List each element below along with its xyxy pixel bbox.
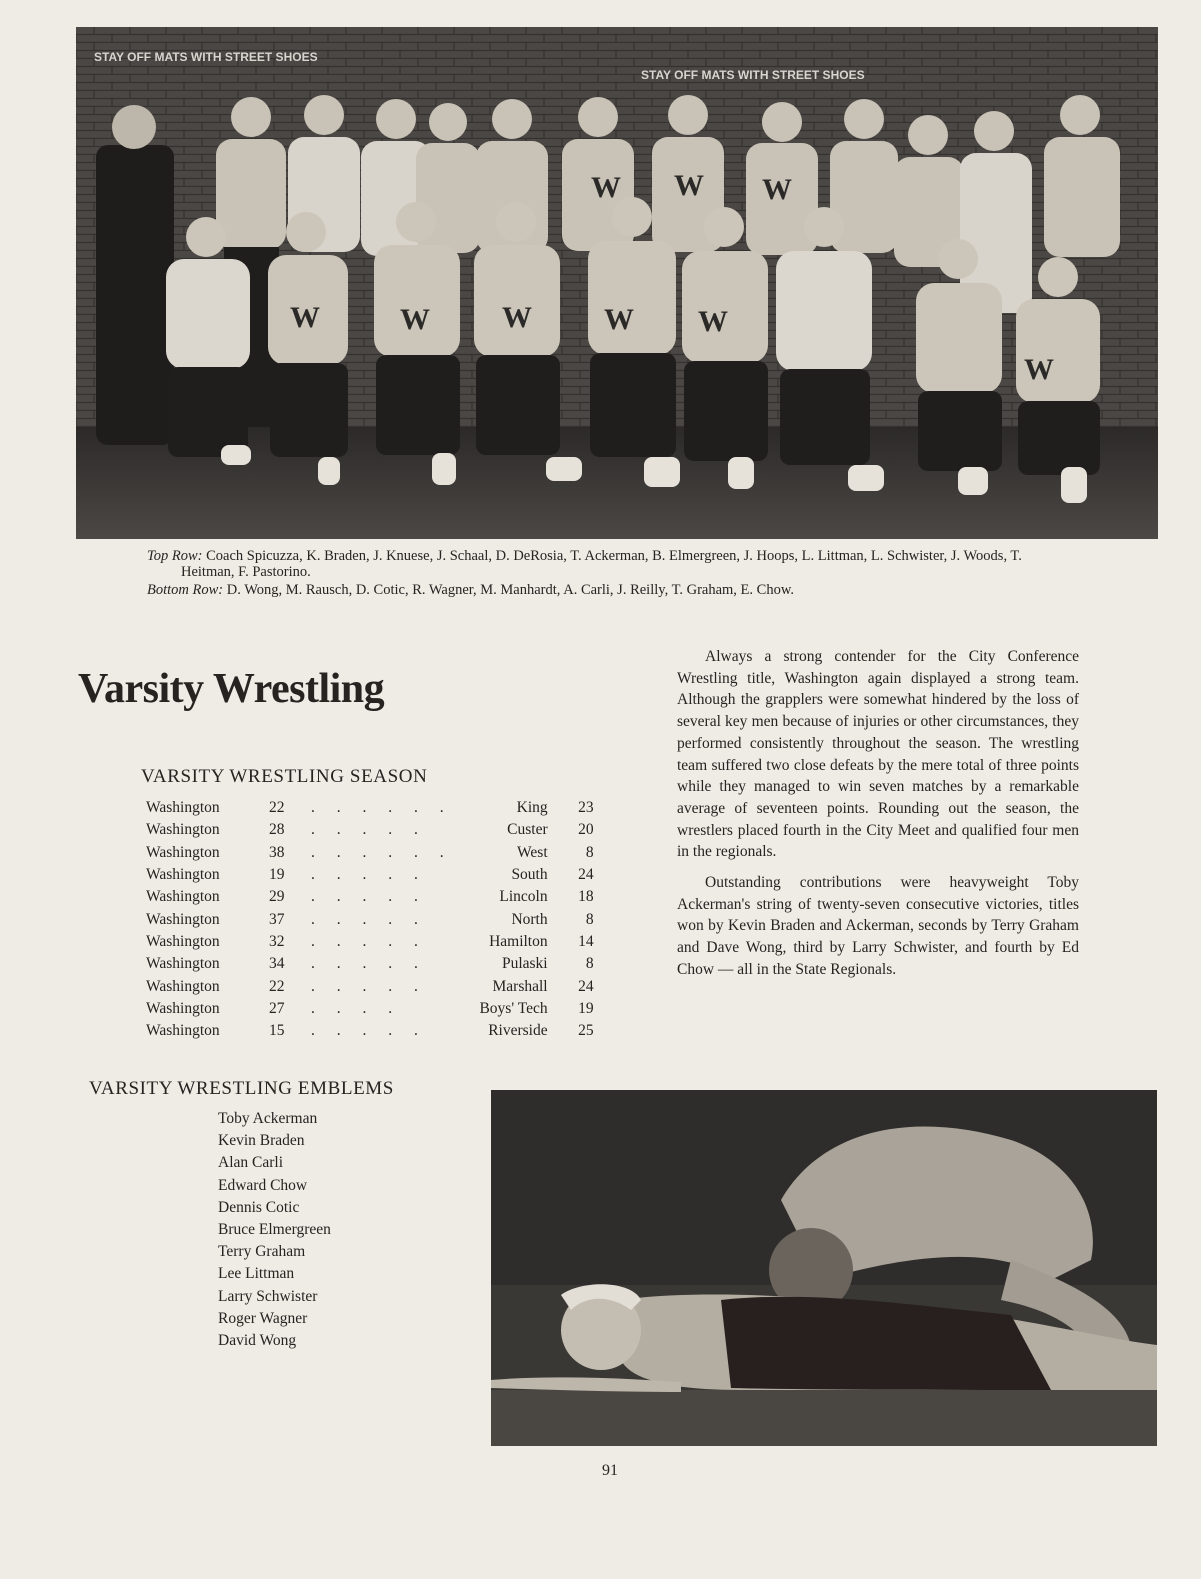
result-opponent-score: 19	[578, 999, 594, 1017]
result-opponent: Hamilton	[489, 932, 548, 950]
result-score: 34	[269, 955, 285, 973]
result-leader-dots: . . . . .	[311, 910, 427, 928]
emblem-recipient: Alan Carli	[218, 1154, 283, 1172]
result-leader-dots: . . . . .	[311, 932, 427, 950]
article-paragraph: Outstanding contributions were heavyweight Toby Ackerman's string of twenty-seven consecutive victories, titles won by Kevin Braden and Ackerman, seconds by Terry Graham and Dave Wong, third by Larry Schwister, and fourth by Ed Chow — all in the State Regionals.	[677, 874, 1079, 978]
result-opponent-score: 8	[585, 843, 594, 861]
emblem-recipient: Lee Littman	[218, 1265, 295, 1283]
result-opponent-score: 8	[585, 955, 594, 973]
season-heading: VARSITY WRESTLING SEASON	[141, 766, 428, 787]
result-opponent-score: 24	[578, 866, 594, 884]
result-opponent: West	[517, 843, 548, 861]
coach-figure	[96, 105, 174, 445]
result-score: 15	[269, 1022, 285, 1040]
result-opponent-score: 18	[578, 888, 594, 906]
result-leader-dots: . . . . . .	[311, 843, 453, 861]
result-score: 28	[269, 821, 285, 839]
result-opponent: Lincoln	[499, 888, 548, 906]
result-team: Washington	[146, 955, 220, 973]
result-team: Washington	[146, 999, 220, 1017]
season-result-row	[146, 998, 594, 1020]
result-opponent-score: 24	[578, 977, 594, 995]
result-leader-dots: . . . . . .	[311, 799, 453, 817]
result-leader-dots: . . . . .	[311, 1022, 427, 1040]
svg-text:W: W	[1024, 353, 1054, 386]
season-result-row	[146, 819, 594, 841]
result-score: 19	[269, 866, 285, 884]
result-opponent: Marshall	[492, 977, 548, 995]
result-opponent: Boys' Tech	[479, 999, 548, 1017]
result-team: Washington	[146, 821, 220, 839]
result-team: Washington	[146, 888, 220, 906]
team-photo	[76, 27, 1158, 539]
action-photo-image	[491, 1090, 1157, 1446]
result-score: 22	[269, 977, 285, 995]
result-score: 29	[269, 888, 285, 906]
result-score: 32	[269, 932, 285, 950]
svg-text:W: W	[290, 301, 320, 334]
result-opponent-score: 23	[578, 799, 594, 817]
season-result-row	[146, 842, 594, 864]
season-result-row	[146, 864, 594, 886]
season-result-row	[146, 886, 594, 908]
top-row-names: Coach Spicuzza, K. Braden, J. Knuese, J. Schaal, D. DeRosia, T. Ackerman, B. Elmergreen, J. Hoops, L. Littman, L. Schwister, J. Woods, T. Heitman, F. Pastorino.	[181, 548, 1022, 580]
result-opponent-score: 20	[578, 821, 594, 839]
page-title: Varsity Wrestling	[78, 666, 385, 712]
result-leader-dots: . . . .	[311, 999, 402, 1017]
svg-text:W: W	[502, 301, 532, 334]
team-photo-image	[76, 27, 1158, 539]
wall-sign-left: STAY OFF MATS WITH STREET SHOES	[94, 50, 318, 64]
season-results-table	[146, 797, 594, 1042]
emblem-recipient: Kevin Braden	[218, 1132, 305, 1150]
emblem-recipient: Dennis Cotic	[218, 1198, 300, 1216]
emblem-recipient: David Wong	[218, 1332, 297, 1350]
result-opponent: King	[516, 799, 548, 817]
result-opponent-score: 8	[585, 910, 594, 928]
result-opponent: Pulaski	[501, 955, 548, 973]
caption-bottom-row	[147, 582, 1067, 598]
bottom-row-label: Bottom Row:	[147, 582, 224, 598]
article-paragraph: Always a strong contender for the City Conference Wrestling title, Washington again displayed a strong team. Although the grapplers were somewhat hindered by the loss of several key men because of injuries or other circumstances, they performed consistently throughout the season. The wrestling team suffered two close defeats by the mere total of three points while they managed to win seven matches by a remarkable average of seventeen points. Rounding out the season, the wrestlers placed fourth in the City Meet and qualified four men in the regionals.	[677, 648, 1079, 861]
result-team: Washington	[146, 843, 220, 861]
result-score: 22	[269, 799, 285, 817]
result-opponent-score: 14	[578, 932, 594, 950]
svg-text:W: W	[604, 303, 634, 336]
svg-text:W: W	[400, 303, 430, 336]
page-number: 91	[602, 1462, 618, 1479]
result-score: 38	[269, 843, 285, 861]
team-photo-caption	[147, 548, 1067, 600]
result-leader-dots: . . . . .	[311, 888, 427, 906]
top-row-label: Top Row:	[147, 548, 203, 564]
action-photo	[491, 1090, 1157, 1446]
emblem-recipient: Edward Chow	[218, 1176, 308, 1194]
svg-text:W: W	[762, 173, 792, 206]
result-leader-dots: . . . . .	[311, 866, 427, 884]
emblems-heading: VARSITY WRESTLING EMBLEMS	[89, 1078, 394, 1099]
svg-text:W: W	[591, 171, 621, 204]
bottom-row-names: D. Wong, M. Rausch, D. Cotic, R. Wagner, M. Manhardt, A. Carli, J. Reilly, T. Graham, E. Chow.	[226, 582, 794, 598]
result-opponent: North	[511, 910, 548, 928]
result-opponent: Custer	[507, 821, 548, 839]
result-team: Washington	[146, 799, 220, 817]
result-score: 27	[269, 999, 285, 1017]
result-score: 37	[269, 910, 285, 928]
season-result-row	[146, 975, 594, 997]
result-team: Washington	[146, 866, 220, 884]
result-opponent: Riverside	[488, 1022, 548, 1040]
article-text	[677, 646, 1079, 990]
result-opponent-score: 25	[578, 1022, 594, 1040]
result-opponent: South	[511, 866, 548, 884]
wall-sign-right: STAY OFF MATS WITH STREET SHOES	[641, 68, 865, 82]
caption-top-row	[147, 548, 1067, 580]
result-team: Washington	[146, 932, 220, 950]
emblem-recipient: Roger Wagner	[218, 1309, 308, 1327]
emblem-recipient: Toby Ackerman	[218, 1110, 318, 1127]
season-result-row	[146, 797, 594, 819]
result-team: Washington	[146, 977, 220, 995]
svg-text:W: W	[698, 305, 728, 338]
season-result-row	[146, 1020, 594, 1042]
result-leader-dots: . . . . .	[311, 977, 427, 995]
season-result-row	[146, 953, 594, 975]
emblem-recipient: Bruce Elmergreen	[218, 1221, 331, 1239]
season-result-row	[146, 931, 594, 953]
result-leader-dots: . . . . .	[311, 955, 427, 973]
season-result-row	[146, 908, 594, 930]
emblem-recipient: Larry Schwister	[218, 1287, 318, 1305]
result-team: Washington	[146, 1022, 220, 1040]
result-team: Washington	[146, 910, 220, 928]
emblems-list	[218, 1108, 331, 1352]
result-leader-dots: . . . . .	[311, 821, 427, 839]
svg-text:W: W	[674, 169, 704, 202]
emblem-recipient: Terry Graham	[218, 1243, 306, 1261]
